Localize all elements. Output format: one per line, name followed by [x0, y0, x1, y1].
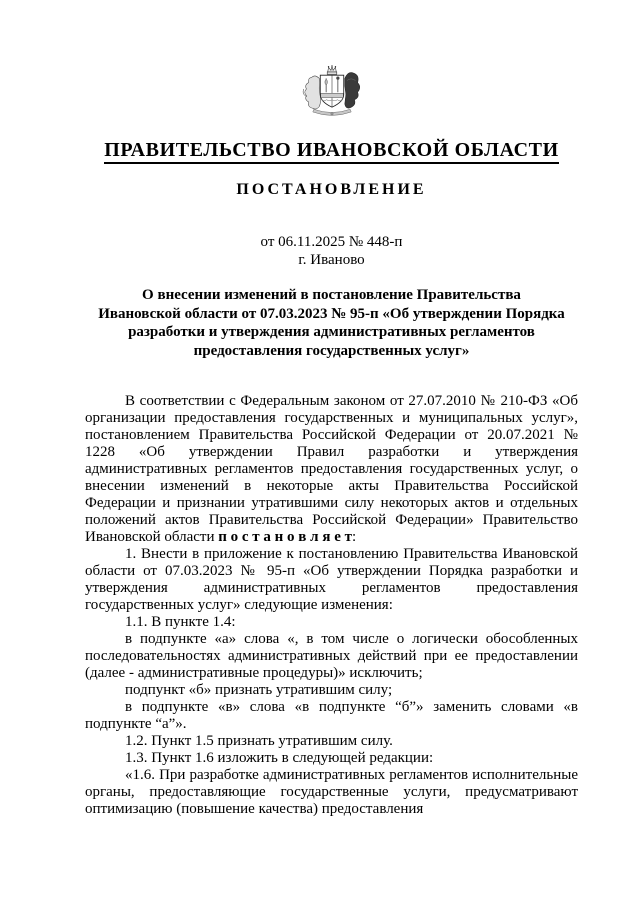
document-title-line: предоставления государственных услуг» — [193, 342, 470, 359]
paragraph-text: в подпункте «в» слова «в подпункте “б”» заменить словами «в подпункте “а”». — [85, 699, 578, 732]
body-paragraph — [85, 750, 578, 767]
postanovlyaet-keyword: п о с т а н о в л я е т — [218, 529, 352, 545]
document-title-line: Ивановской области от 07.03.2023 № 95-п «Об утверждении Порядка — [98, 305, 565, 322]
paragraph-text: В соответствии с Федеральным законом от 27.07.2010 № 210-ФЗ «Об организации предоставления государственных и муниципальных услуг», постановлением Правительства Российской Федерации от 20.07.2021 № 1228 «Об утверждении Правил разработки и утверждения административных регламентов предоставления государственных услуг, о внесении изменений в некоторые акты Правительства Российской Федерации и признании утратившими силу некоторых актов и отдельных положений актов Правительства Российской Федерации» Правительство Ивановской области — [85, 393, 578, 545]
body-paragraph — [85, 733, 578, 750]
document-type-heading: ПОСТАНОВЛЕНИЕ — [236, 181, 427, 198]
meta-block — [85, 233, 578, 269]
paragraph-text: 1.1. В пункте 1.4: — [125, 614, 236, 630]
body-paragraph — [85, 631, 578, 682]
paragraph-text: «1.6. При разработке административных регламентов исполнительные органы, предоставляющие государственные услуги, предусматривают оптимизацию (повышение качества) предоставления — [85, 767, 578, 817]
date-number-line: от 06.11.2025 № 448-п — [260, 234, 403, 250]
document-title-line: разработки и утверждения административных регламентов — [128, 324, 535, 340]
paragraph-text: 1. Внести в приложение к постановлению Правительства Ивановской области от 07.03.2023 № 95-п «Об утверждении Порядка разработки и утверждения административных регламентов предоставления государственных услуг» следующие изменения: — [85, 546, 578, 613]
body-paragraph — [85, 614, 578, 631]
body-paragraph — [85, 767, 578, 818]
paragraph-text: в подпункте «а» слова «, в том числе о логически обособленных последовательностях административных действий при ее предоставлении (далее - административные процедуры)» исключить; — [85, 631, 578, 681]
document-title — [85, 286, 578, 360]
city-line: г. Иваново — [298, 252, 365, 268]
body-paragraph — [85, 546, 578, 614]
paragraph-text: подпункт «б» признать утратившим силу; — [125, 682, 393, 698]
paragraph-text: : — [351, 529, 357, 545]
document-body — [85, 393, 578, 818]
ivanovo-coat-of-arms-icon — [300, 64, 364, 121]
body-paragraph — [85, 699, 578, 733]
organization-name-text: ПРАВИТЕЛЬСТВО ИВАНОВСКОЙ ОБЛАСТИ — [104, 139, 559, 164]
paragraph-text: 1.2. Пункт 1.5 признать утратившим силу. — [125, 733, 393, 749]
document-title-line: О внесении изменений в постановление Правительства — [142, 287, 521, 303]
paragraph-text: 1.3. Пункт 1.6 изложить в следующей редакции: — [125, 750, 434, 766]
organization-name — [85, 138, 578, 162]
emblem-block — [85, 64, 578, 122]
body-paragraph — [85, 682, 578, 699]
body-paragraph — [85, 393, 578, 546]
